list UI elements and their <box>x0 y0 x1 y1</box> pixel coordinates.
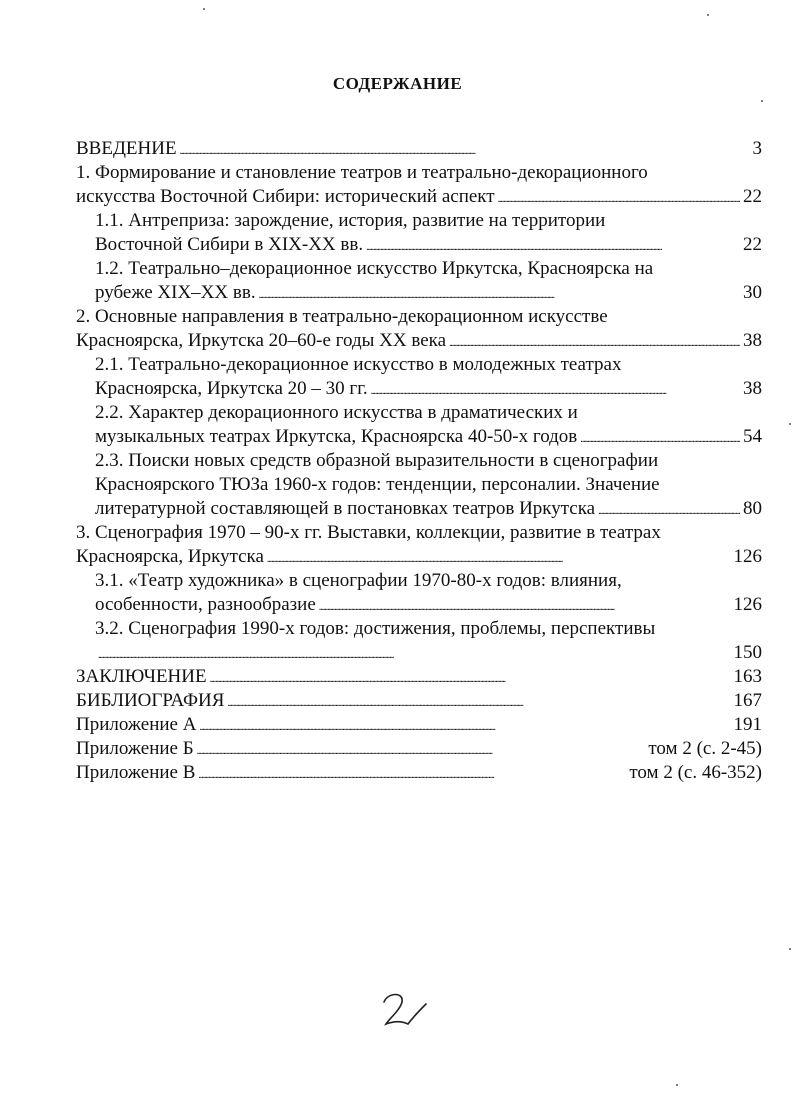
toc-entry-text: 1. Формирование и становление театров и театрально-декорационного <box>76 162 648 183</box>
toc-page-number: 22 <box>743 234 762 255</box>
toc-entry-text: ЗАКЛЮЧЕНИЕ <box>76 666 207 687</box>
toc-page-number: 22 <box>743 186 762 207</box>
dot-leader <box>227 689 730 716</box>
dot-leader <box>498 185 740 212</box>
toc-line <box>76 137 762 161</box>
toc-page-number: 191 <box>733 714 762 735</box>
toc-entry-text: рубеже XIX–XX вв. <box>95 282 256 303</box>
toc-entry-text: особенности, разнообразие <box>95 594 316 615</box>
scan-speck <box>789 948 791 950</box>
dot-leader <box>198 761 626 788</box>
toc-page-number: 30 <box>743 282 762 303</box>
toc-line <box>76 713 762 737</box>
toc-page-number: 38 <box>743 378 762 399</box>
dot-leader <box>371 377 740 404</box>
toc-entry-text: Красноярска, Иркутска <box>76 546 264 567</box>
dot-leader <box>319 593 731 620</box>
scan-speck <box>789 423 791 425</box>
toc-entry-text: Приложение А <box>76 714 197 735</box>
toc-line <box>76 185 762 209</box>
toc-entry-text: 2.3. Поиски новых средств образной выразительности в сценографии <box>95 450 659 471</box>
toc-entry-text: 3.2. Сценография 1990-х годов: достижения, проблемы, перспективы <box>95 618 656 639</box>
toc-page-number: 3 <box>752 138 762 159</box>
scan-speck <box>761 100 763 102</box>
handwritten-page-number <box>378 990 430 1030</box>
dot-leader <box>259 281 740 308</box>
toc-entry-text: Красноярского ТЮЗа 1960-х годов: тенденции, персоналии. Значение <box>95 474 660 495</box>
toc-page-number: 167 <box>733 690 762 711</box>
toc-line <box>76 353 762 377</box>
toc-line <box>76 161 762 185</box>
toc-page-number: 54 <box>743 426 762 447</box>
dot-leader <box>210 665 731 692</box>
toc-entry-text: 2.1. Театрально-декорационное искусство в молодежных театрах <box>95 354 622 375</box>
toc-entry-text: Приложение В <box>76 762 196 783</box>
toc-line <box>76 665 762 689</box>
toc-line <box>76 761 762 785</box>
toc-line <box>76 305 762 329</box>
toc-line <box>76 257 762 281</box>
toc-line <box>76 569 762 593</box>
toc-entry-text: Приложение Б <box>76 738 194 759</box>
toc-line <box>76 497 762 521</box>
toc-line <box>76 545 762 569</box>
toc-line <box>76 617 762 641</box>
toc-entry-text: 1.2. Театрально–декорационное искусство Иркутска, Красноярска на <box>95 258 654 279</box>
page-title: СОДЕРЖАНИЕ <box>332 74 463 93</box>
toc-line <box>76 737 762 761</box>
toc-line <box>76 449 762 473</box>
toc-line <box>76 521 762 545</box>
toc-entry-text: 1.1. Антреприза: зарождение, история, развитие на территории <box>95 210 606 231</box>
toc-line <box>76 401 762 425</box>
toc-entry-text: 2.2. Характер декорационного искусства в драматических и <box>95 402 578 423</box>
toc-entry-text: БИБЛИОГРАФИЯ <box>76 690 225 711</box>
toc-page-number: 126 <box>733 546 762 567</box>
toc-entry-text: 2. Основные направления в театрально-декорационном искусстве <box>76 306 608 327</box>
scan-speck <box>707 14 709 16</box>
toc-entry-text: музыкальных театрах Иркутска, Красноярска 40-50-х годов <box>95 426 578 447</box>
toc-line <box>76 473 762 497</box>
dot-leader <box>180 137 750 164</box>
toc-page-number: 126 <box>733 594 762 615</box>
dot-leader <box>580 425 740 452</box>
toc-entry-text: искусства Восточной Сибири: исторический аспект <box>76 186 495 207</box>
toc-line <box>76 689 762 713</box>
toc-line <box>76 641 762 665</box>
toc-entry-text: литературной составляющей в постановках театров Иркутска <box>95 498 596 519</box>
toc-line <box>76 233 762 257</box>
toc-line <box>76 593 762 617</box>
toc-line <box>76 209 762 233</box>
toc-page-number: том 2 (с. 2-45) <box>648 738 762 759</box>
toc-line <box>76 281 762 305</box>
dot-leader <box>98 641 731 668</box>
dot-leader <box>197 737 646 764</box>
scan-speck <box>676 1084 678 1086</box>
dot-leader <box>267 545 731 572</box>
toc-entry-text: 3. Сценография 1970 – 90-х гг. Выставки, коллекции, развитие в театрах <box>76 522 661 543</box>
dot-leader <box>199 713 730 740</box>
toc-line <box>76 425 762 449</box>
toc-entry-text: Красноярска, Иркутска 20 – 30 гг. <box>95 378 368 399</box>
toc-page-number: том 2 (с. 46-352) <box>629 762 762 783</box>
dot-leader <box>449 329 740 356</box>
dot-leader <box>366 233 740 260</box>
toc-line <box>76 329 762 353</box>
toc-line <box>76 377 762 401</box>
toc-page-number: 80 <box>743 498 762 519</box>
toc-page-number: 38 <box>743 330 762 351</box>
toc-page-number: 163 <box>733 666 762 687</box>
scan-speck <box>203 8 205 10</box>
toc-entry-text: 3.1. «Театр художника» в сценографии 1970-80-х годов: влияния, <box>95 570 622 591</box>
toc-entry-text: ВВЕДЕНИЕ <box>76 138 177 159</box>
table-of-contents <box>76 137 762 785</box>
toc-entry-text: Восточной Сибири в XIX-XX вв. <box>95 234 364 255</box>
dot-leader <box>598 497 740 524</box>
toc-page-number: 150 <box>733 642 762 663</box>
toc-entry-text: Красноярска, Иркутска 20–60-е годы XX века <box>76 330 446 351</box>
